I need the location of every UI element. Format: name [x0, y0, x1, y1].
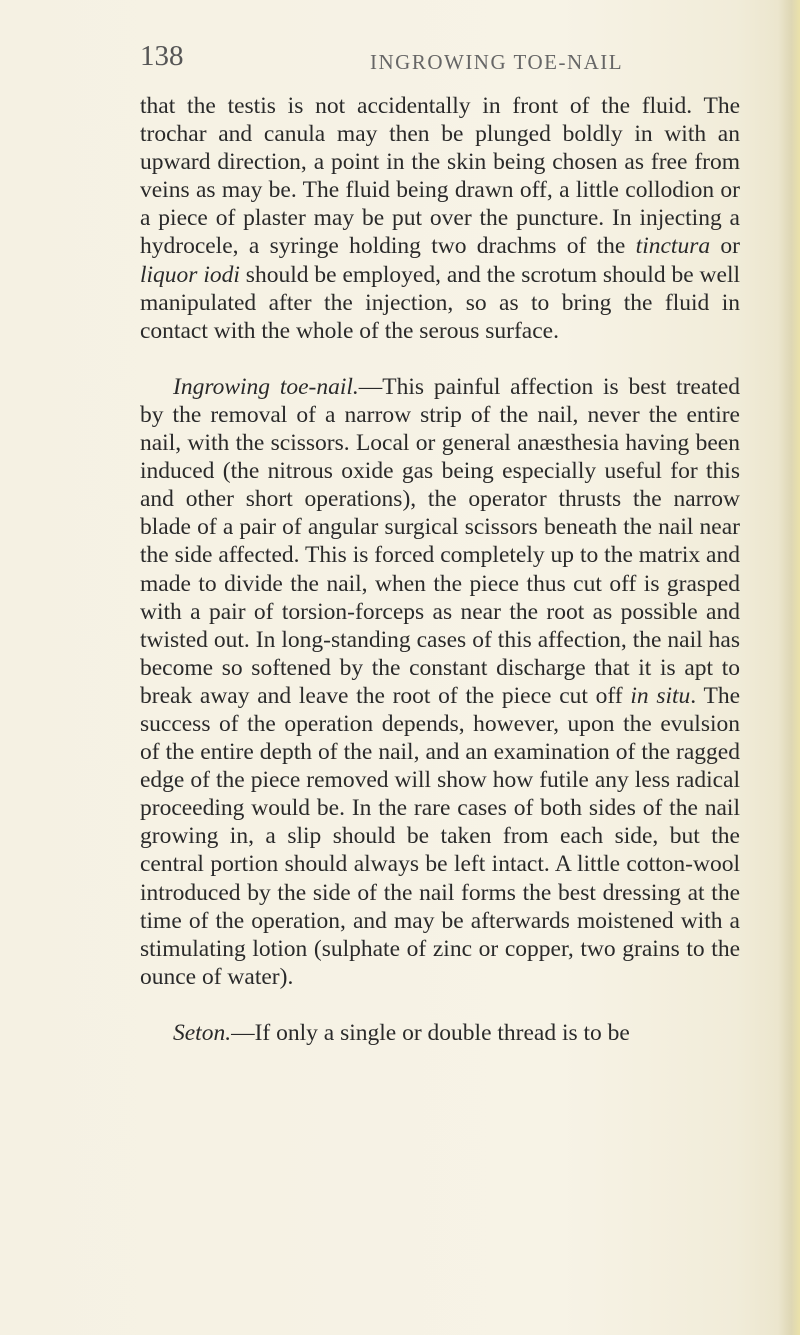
paragraph-seton — [140, 1019, 740, 1047]
section-heading: Seton. — [173, 1019, 232, 1046]
page-edge — [778, 0, 800, 1335]
paragraph-text: —If only a single or double thread is to be — [231, 1019, 630, 1046]
paragraph-text: should be employed, and the scrotum should be well manipulated after the injection, so as to bring the fluid in contact with the whole of the serous surface. — [140, 261, 740, 344]
body-text — [140, 92, 740, 1047]
paragraph-text: —This painful affection is best treated by the removal of a narrow strip of the nail, never the entire nail, with the scissors. Local or general anæsthesia having been induced (the nitrous oxide gas being especially useful for this and other short operations), the operator thrusts the narrow blade of a pair of angular surgical scissors beneath the nail near the side affected. This is forced completely up to the matrix and made to divide the nail, when the piece thus cut off is grasped with a pair of torsion-forceps as near the root as possible and twisted out. In long-standing cases of this affection, the nail has become so softened by the constant discharge that it is apt to break away and leave the root of the piece cut off — [140, 373, 740, 709]
section-heading: Ingrowing toe-nail. — [173, 373, 359, 400]
paragraph-hydrocele — [140, 92, 740, 345]
paragraph-ingrowing-toe-nail — [140, 373, 740, 991]
page-number: 138 — [140, 40, 184, 72]
italic-term: in situ — [630, 682, 691, 709]
italic-term: liquor iodi — [140, 261, 240, 288]
paragraph-text: that the testis is not accidentally in front of the fluid. The trochar and canula may then be plunged boldly in with an upward direction, a point in the skin being chosen as free from veins as may be. The fluid being drawn off, a little collodion or a piece of plaster may be put over the puncture. In injecting a hydrocele, a syringe holding two drachms of the — [140, 93, 740, 260]
paragraph-text: or — [710, 233, 740, 260]
italic-term: tinctura — [635, 233, 711, 260]
page-header — [0, 40, 800, 80]
paragraph-text: . The success of the operation depends, however, upon the evulsion of the entire depth of the nail, and an examination of the ragged edge of the piece removed will show how futile any less radical proceeding would be. In the rare cases of both sides of the nail growing in, a slip should be taken from each side, but the central portion should always be left intact. A little cotton-wool introduced by the side of the nail forms the best dressing at the time of the operation, and may be afterwards moistened with a stimulating lotion (sulphate of zinc or copper, two grains to the ounce of water). — [140, 682, 741, 990]
running-head: INGROWING TOE-NAIL — [370, 50, 624, 74]
